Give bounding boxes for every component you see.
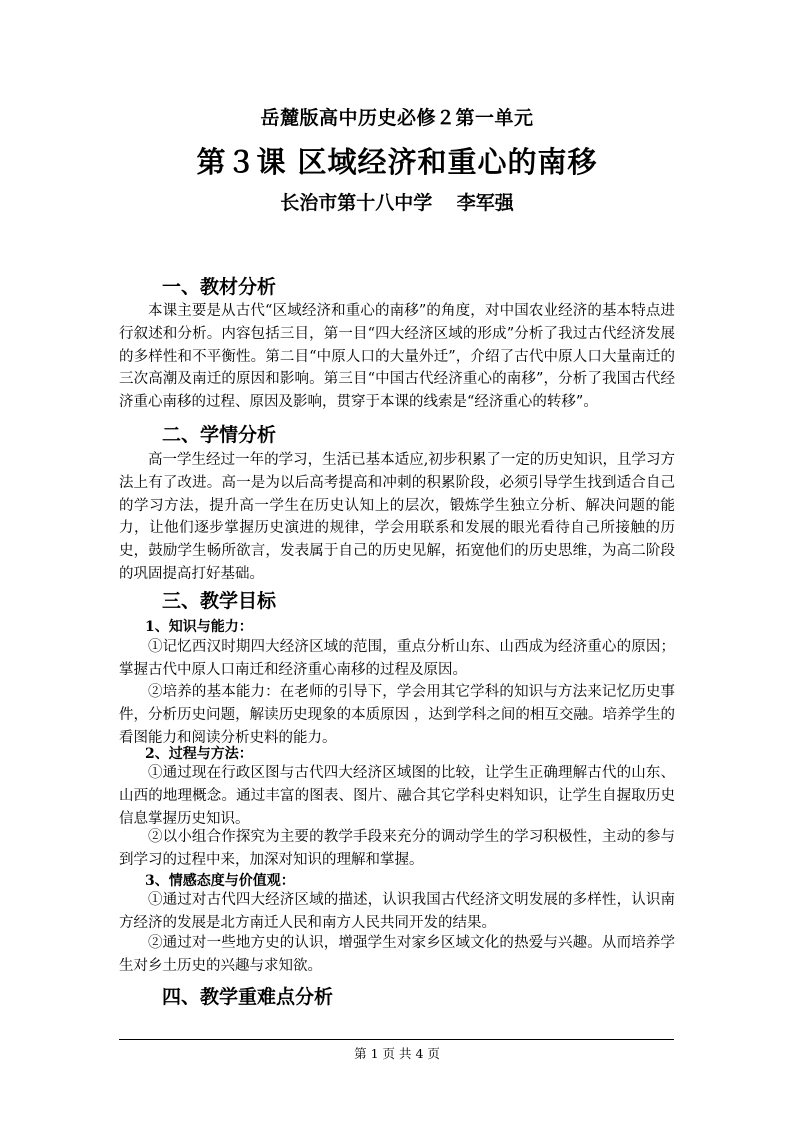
student-analysis-paragraph: 高一学生经过一年的学习，生活已基本适应,初步积累了一定的历史知识，且学习方法上有了改进。高一是为以后高考提高和冲刺的积累阶段，必须引导学生找到适合自己的学习方法，提升高一学生在历史认知上的层次，锻炼学生独立分析、解决问题的能力，让他们逐步掌握历史演进的规律，学会用联系和发展的眼光看待自己所接触的历史，鼓励学生畅所欲言，发表属于自己的历史见解，拓宽他们的历史思维，为高二阶段的巩固提高打好基础。 (119, 452, 675, 582)
subheading-emotion-values: 3、情感态度与价值观： (145, 873, 295, 889)
knowledge-ability-point-2: ②培养的基本能力：在老师的引导下，学会用其它学科的知识与方法来记忆历史事件，分析历史问题，解读历史现象的本质原因 ，达到学科之间的相互交融。培养学生的看图能力和阅读分析史料的能力。 (119, 684, 675, 746)
subheading-process-method: 2、过程与方法： (145, 746, 253, 762)
section-heading-teaching-goals: 三、教学目标 (162, 590, 277, 612)
knowledge-ability-point-1: ①记忆西汉时期四大经济区域的范围，重点分析山东、山西成为经济重心的原因；掌握古代中原人口南迁和经济重心南移的过程及原因。 (119, 639, 675, 678)
emotion-values-point-2: ②通过对一些地方史的认识，增强学生对家乡区域文化的热爱与兴趣。从而培养学生对乡土历史的兴趣与求知欲。 (119, 935, 675, 974)
section-heading-textbook-analysis: 一、教材分析 (162, 276, 277, 298)
lesson-title: 第３课 区域经济和重心的南移 (196, 145, 598, 179)
process-method-point-1: ①通过现在行政区图与古代四大经济区域图的比较，让学生正确理解古代的山东、山西的地理概念。通过丰富的图表、图片、融合其它学科史料知识，让学生自握取历史信息掌握历史知识。 (119, 765, 675, 827)
textbook-analysis-paragraph: 本课主要是从古代“区域经济和重心的南移”的角度，对中国农业经济的基本特点进行叙述和分析。内容包括三目，第一目“四大经济区域的形成”分析了我过古代经济发展的多样性和不平衡性。第二目“中原人口的大量外迁”，介绍了古代中原人口大量南迁的三次高潮及南迁的原因和影响。第三目“中国古代经济重心的南移”，分析了我国古代经济重心南移的过程、原因及影响，贯穿于本课的线索是“经济重心的转移”。 (119, 303, 675, 411)
author-line: 长治市第十八中学 李军强 (280, 192, 514, 214)
process-method-point-2: ②以小组合作探究为主要的教学手段来充分的调动学生的学习积极性，主动的参与到学习的过程中来，加深对知识的理解和掌握。 (119, 829, 675, 868)
section-heading-key-difficulties: 四、教学重难点分析 (162, 986, 334, 1008)
page-number: 第 1 页 共 4 页 (354, 1046, 440, 1061)
series-title: 岳麓版高中历史必修２第一单元 (260, 107, 534, 129)
emotion-values-point-1: ①通过对古代四大经济区域的描述，认识我国古代经济文明发展的多样性，认识南方经济的发展是北方南迁人民和南方人民共同开发的结果。 (119, 892, 675, 931)
footer-divider (119, 1039, 674, 1040)
section-heading-student-analysis: 二、学情分析 (162, 424, 277, 446)
subheading-knowledge-ability: 1、知识与能力： (145, 619, 253, 635)
